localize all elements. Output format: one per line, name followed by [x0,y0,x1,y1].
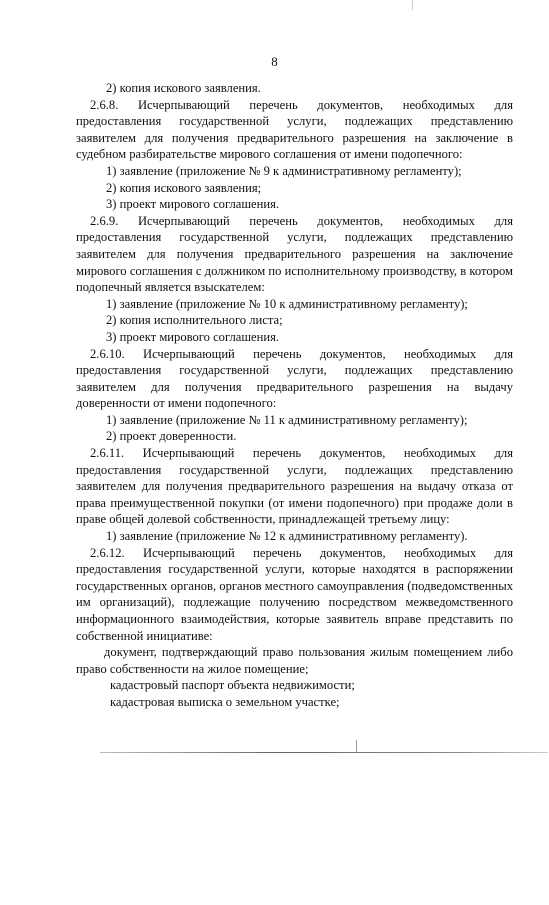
list-item: 2) копия искового заявления; [106,180,262,195]
list-item: 1) заявление (приложение № 12 к административному регламенту). [106,529,468,544]
list-item: 1) заявление (приложение № 9 к административному регламенту); [106,163,462,178]
section-2-6-10: 2.6.10. Исчерпывающий перечень документов, необходимых для предоставления государственной услуги, подлежащих представлению заявителем для получения предварительного разрешения на выдачу доверенности от имени подопечного: [76,346,513,411]
scan-mark-top [412,0,413,10]
list-item: кадастровый паспорт объекта недвижимости; [110,678,355,693]
page-number: 8 [271,54,278,69]
list-item: кадастровая выписка о земельном участке; [110,694,340,709]
scan-tick-mark [356,740,357,752]
list-item: 1) заявление (приложение № 11 к административному регламенту); [106,412,468,427]
section-2-6-9: 2.6.9. Исчерпывающий перечень документов, необходимых для предоставления государственной услуги, подлежащих представлению заявителем для получения предварительного разрешения на заключение мирового соглашения с должником по исполнительному производству, в котором подопечный является взыскателем: [76,213,513,295]
list-item: 2) проект доверенности. [106,429,237,444]
list-item: 1) заявление (приложение № 10 к административному регламенту); [106,296,468,311]
section-2-6-8: 2.6.8. Исчерпывающий перечень документов, необходимых для предоставления государственной услуги, подлежащих представлению заявителем для получения предварительного разрешения на заключение в судебном разбирательстве мирового соглашения от имени подопечного: [76,97,513,162]
section-2-6-12: 2.6.12. Исчерпывающий перечень документов, необходимых для предоставления государственной услуги, которые находятся в распоряжении государственных органов, органов местного самоуправления (подведомственных им организаций), подлежащие получению посредством межведомственного информационного взаимодействия, которые заявитель вправе представить по собственной инициативе: [76,545,513,643]
scan-divider-line [100,752,548,753]
list-item: 3) проект мирового соглашения. [106,329,280,344]
list-item: документ, подтверждающий право пользования жилым помещением либо право собственности на жилое помещение; [76,645,513,676]
list-item: 2) копия исполнительного листа; [106,313,283,328]
document-body [76,80,513,711]
list-item: 3) проект мирового соглашения. [106,197,280,212]
section-2-6-11: 2.6.11. Исчерпывающий перечень документов, необходимых для предоставления государственной услуги, подлежащих представлению заявителем для получения предварительного разрешения на выдачу отказа от права преимущественной покупки (от имени подопечного) при продаже доли в праве общей долевой собственности, принадлежащей третьему лицу: [76,446,513,527]
list-item: 2) копия искового заявления. [106,81,261,95]
